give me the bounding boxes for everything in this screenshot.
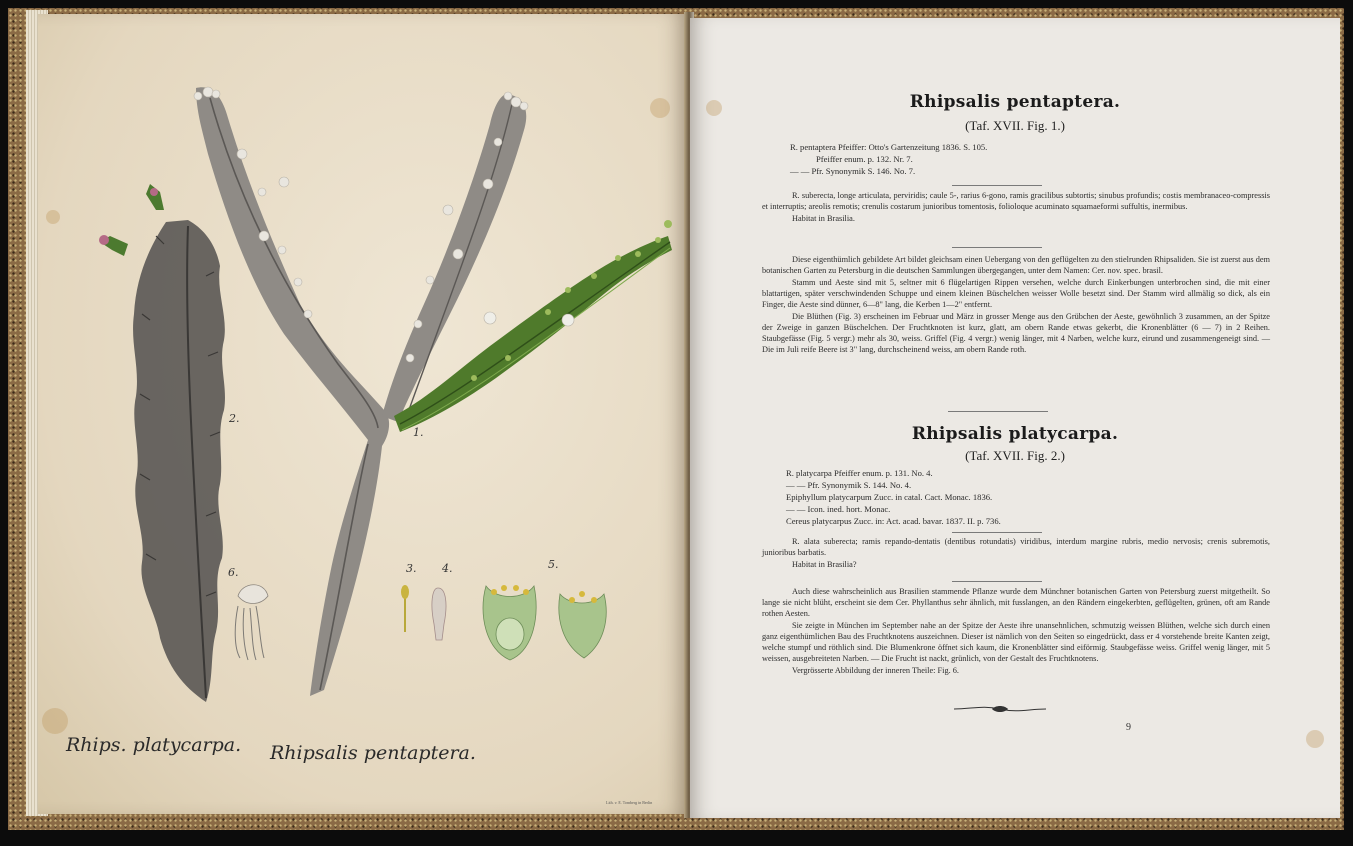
flower-detail-illustrations [235, 585, 606, 660]
plate-reference-pentaptera: (Taf. XVII. Fig. 1.) [965, 118, 1065, 133]
reference-line: R. pentaptera Pfeiffer: Otto's Gartenzeitung 1836. S. 105. [790, 142, 988, 152]
figure-number-6: 6. [228, 566, 239, 579]
foxing-spot [1306, 730, 1324, 748]
paragraph: Diese eigenthümlich gebildete Art bildet gleichsam einen Uebergang von den geflügelten zu den stielrunden Rhipsaliden. Sie ist zuerst aus dem botanischen Garten zu Petersburg in die deutschen Sammlungen übergegangen, unter dem Namen: Cer. nov. spec. brasil. [762, 255, 1270, 275]
habitat-line: Habitat in Brasilia? [792, 560, 857, 569]
figure-number-2: 2. [229, 412, 240, 425]
pentaptera-stem-illustration [194, 87, 528, 696]
german-description-platycarpa [762, 586, 1270, 677]
latin-diagnosis: R. alata suberecta; ramis repando-dentatis (dentibus rotundatis) viridibus, interdum margine rubris, medio nervosis; crenis subremotis, junioribus barbatis. [762, 537, 1270, 557]
reference-line: — — Icon. ined. hort. Monac. [786, 504, 891, 514]
german-description-pentaptera [762, 254, 1270, 356]
reference-line: Pfeiffer enum. p. 132. Nr. 7. [816, 154, 913, 164]
reference-line: — — Pfr. Synonymik S. 144. No. 4. [786, 480, 912, 490]
ornamental-divider [952, 704, 1048, 714]
paragraph: Vergrösserte Abbildung der inneren Theile: Fig. 6. [792, 666, 959, 675]
figure-number-1: 1. [413, 426, 424, 439]
divider [952, 532, 1042, 533]
species-title-pentaptera: Rhipsalis pentaptera. [909, 92, 1121, 112]
figure-number-5: 5. [548, 558, 559, 571]
divider [952, 247, 1042, 248]
reference-line: Epiphyllum platycarpum Zucc. in catal. Cact. Monac. 1836. [786, 492, 993, 502]
paragraph: Stamm und Aeste sind mit 5, seltner mit 6 flügelartigen Rippen versehen, welche durch Einkerbungen unterbrochen sind, die mit einer blattartigen, später verschwindenden Schuppe und einem kleinen Büschelchen weisser Wolle besetzt sind. Der Stamm wird allmälig so dick, als ein Finger, die Aeste sind dünner, 6—8" lang, die Kerben 1—2" entfernt. [762, 278, 1270, 309]
figure-number-3: 3. [406, 562, 417, 575]
divider [952, 581, 1042, 582]
latin-diagnosis: R. suberecta, longe articulata, perviridis; caule 5-, rarius 6-gono, ramis gracilibus subtortis; sinubus profundis; costis membranaceo-compressis et interruptis; areolis remotis; crenulis costarum junioribus tomentosis, folioloque acuminato squamaeformi suffultis, inermibus. [762, 191, 1270, 211]
reference-line: R. platycarpa Pfeiffer enum. p. 131. No. 4. [786, 468, 933, 478]
platycarpa-stem-illustration [99, 184, 225, 702]
habitat-line: Habitat in Brasilia. [792, 214, 855, 223]
latin-description-platycarpa [762, 536, 1270, 571]
paragraph: Sie zeigte in München im September nahe an der Spitze der Aeste ihre unansehnlichen, schmutzig weissen Blüthen, welche sich durch einen ganz eigenthümlichen Bau des Fruchtknotens auszeichnen. Dieser ist nämlich von den Seiten so eingedrückt, dass er 4 vorstehende breite Kanten zeigt, welche stumpf und röthlich sind. Die Blumenkrone öffnet sich kaum, die Kronenblätter sind eiförmig. Staubgefässe weiss. Griffel wenig länger, mit 5 weissen, ausgebreiteten Narben. — Die Frucht ist nackt, grünlich, von der Gestalt des Fruchtknotens. [762, 621, 1270, 663]
text-page [690, 18, 1340, 818]
plate-caption-pentaptera: Rhipsalis pentaptera. [270, 742, 476, 764]
latin-description-pentaptera [762, 190, 1270, 225]
divider [948, 411, 1048, 412]
reference-line: — — Pfr. Synonymik S. 146. No. 7. [790, 166, 916, 176]
paragraph: Die Blüthen (Fig. 3) erscheinen im Februar und März in grosser Menge aus den Grübchen der Aeste, gewöhnlich 3 zusammen, an der Spitze der Zweige in ganzen Büschelchen. Der Fruchtknoten ist kurz, glatt, am obern Rande etwas gekerbt, die Kronenblätter (6 — 7) in 2 Reihen. Staubgefässe (Fig. 5 vergr.) mehr als 30, weiss. Griffel (Fig. 4 vergr.) wenig länger, mit 4 Narben, welche kurz, eirund und zusammengeneigt sind. — Die im Juli reife Beere ist 3" lang, durchscheinend weiss, am obern Rande roth. [762, 312, 1270, 354]
plate-reference-platycarpa: (Taf. XVII. Fig. 2.) [965, 448, 1065, 463]
species-title-platycarpa: Rhipsalis platycarpa. [911, 424, 1119, 444]
divider [952, 185, 1042, 186]
figure-number-4: 4. [442, 562, 453, 575]
lithographer-imprint: Lith. v. E. Tomberg in Berlin [606, 800, 653, 805]
botanical-illustration [38, 14, 688, 814]
paragraph: Auch diese wahrscheinlich aus Brasilien stammende Pflanze wurde dem Münchner botanischen Garten von Petersburg zuerst mitgetheilt. So lange sie nicht blüht, erscheint sie dem Cer. Phyllanthus sehr ähnlich, mit fusslangen, an den Rändern eingekerbten, geflügelten, grünen, oft am Rande rothen Aesten. [762, 587, 1270, 618]
page-number: 9 [1126, 722, 1131, 733]
reference-line: Cereus platycarpus Zucc. in: Act. acad. bavar. 1837. II. p. 736. [786, 516, 1001, 526]
plate-caption-platycarpa: Rhips. platycarpa. [66, 734, 242, 756]
